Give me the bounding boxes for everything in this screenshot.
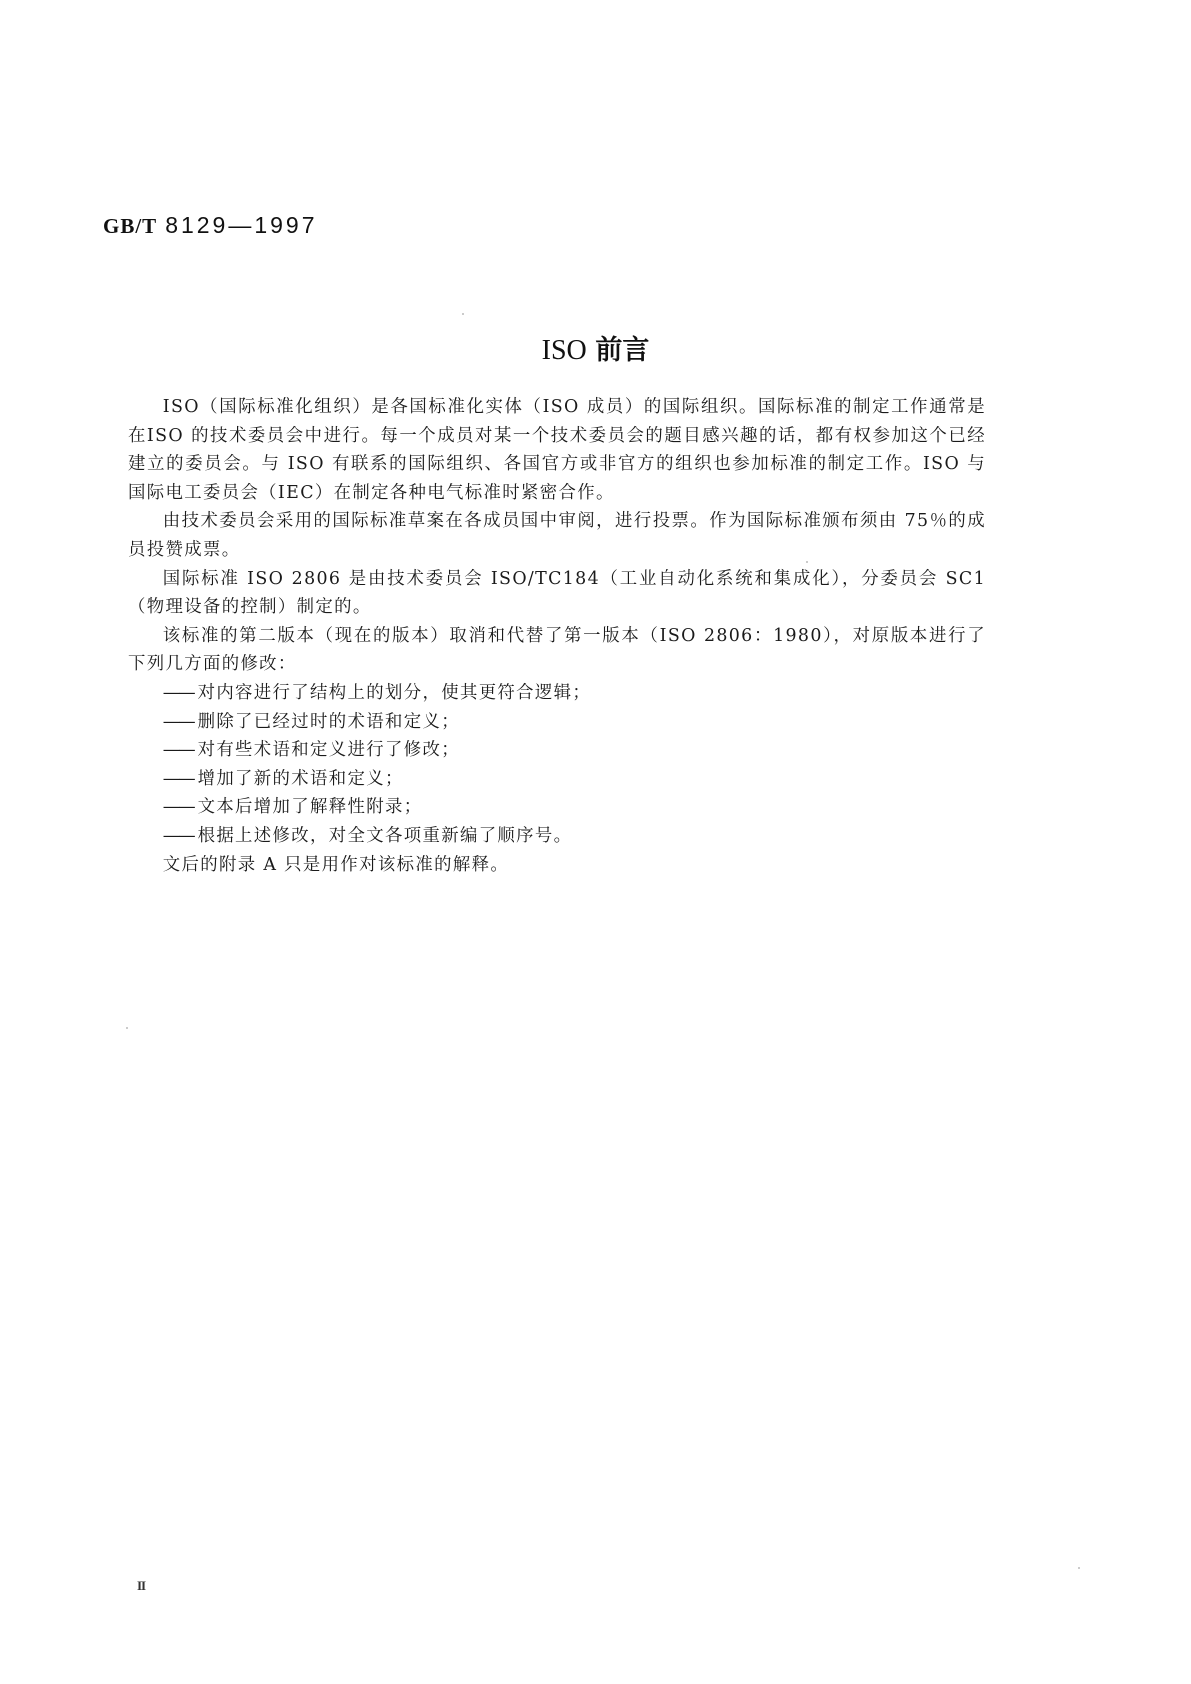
paragraph-voting: 由技术委员会采用的国际标准草案在各成员国中审阅，进行投票。作为国际标准颁布须由 75％的成员投赞成票。: [128, 511, 986, 560]
scan-speck: [462, 313, 464, 315]
page-number: II: [137, 1578, 146, 1593]
dash-marker: ——: [162, 740, 194, 761]
list-item: —— 根据上述修改，对全文各项重新编了顺序号。: [162, 825, 573, 846]
dash-marker: ——: [162, 682, 194, 703]
standard-number: 8129—1997: [165, 212, 318, 238]
standard-code-header: [103, 212, 318, 239]
title-latin: ISO: [541, 335, 587, 366]
page-title: [0, 328, 1191, 367]
scan-speck: [1078, 1567, 1080, 1569]
list-item: —— 对有些术语和定义进行了修改；: [162, 740, 460, 761]
dash-marker: ——: [162, 825, 194, 846]
list-item: —— 删除了已经过时的术语和定义；: [162, 711, 460, 732]
dash-marker: ——: [162, 768, 194, 789]
list-item: —— 增加了新的术语和定义；: [162, 768, 404, 789]
paragraph-revision: 该标准的第二版本（现在的版本）取消和代替了第一版本（ISO 2806：1980），对原版本进行了下列几方面的修改：: [128, 625, 986, 675]
foreword-body: [128, 393, 986, 879]
paragraph-annex-note: 文后的附录 A 只是用作对该标准的解释。: [162, 854, 510, 875]
list-item: —— 文本后增加了解释性附录；: [162, 797, 423, 818]
paragraph-iso-intro: ISO（国际标准化组织）是各国标准化实体（ISO 成员）的国际组织。国际标准的制定工作通常是在ISO 的技术委员会中进行。每一个成员对某一个技术委员会的题目感兴趣的话，都有权参加这个已经建立的委员会。与 ISO 有联系的国际组织、各国官方或非官方的组织也参加标准的制定工作。ISO 与国际电工委员会（IEC）在制定各种电气标准时紧密合作。: [128, 397, 986, 503]
title-cjk: 前言: [595, 335, 650, 366]
dash-marker: ——: [162, 711, 194, 732]
list-item: —— 对内容进行了结构上的划分，使其更符合逻辑；: [162, 682, 592, 703]
dash-marker: ——: [162, 797, 194, 818]
paragraph-origin: 国际标准 ISO 2806 是由技术委员会 ISO/TC184（工业自动化系统和集成化），分委员会 SC1（物理设备的控制）制定的。: [128, 568, 986, 618]
scan-speck: [126, 1027, 128, 1029]
standard-prefix: GB/T: [103, 214, 158, 238]
scan-speck: [806, 561, 808, 563]
